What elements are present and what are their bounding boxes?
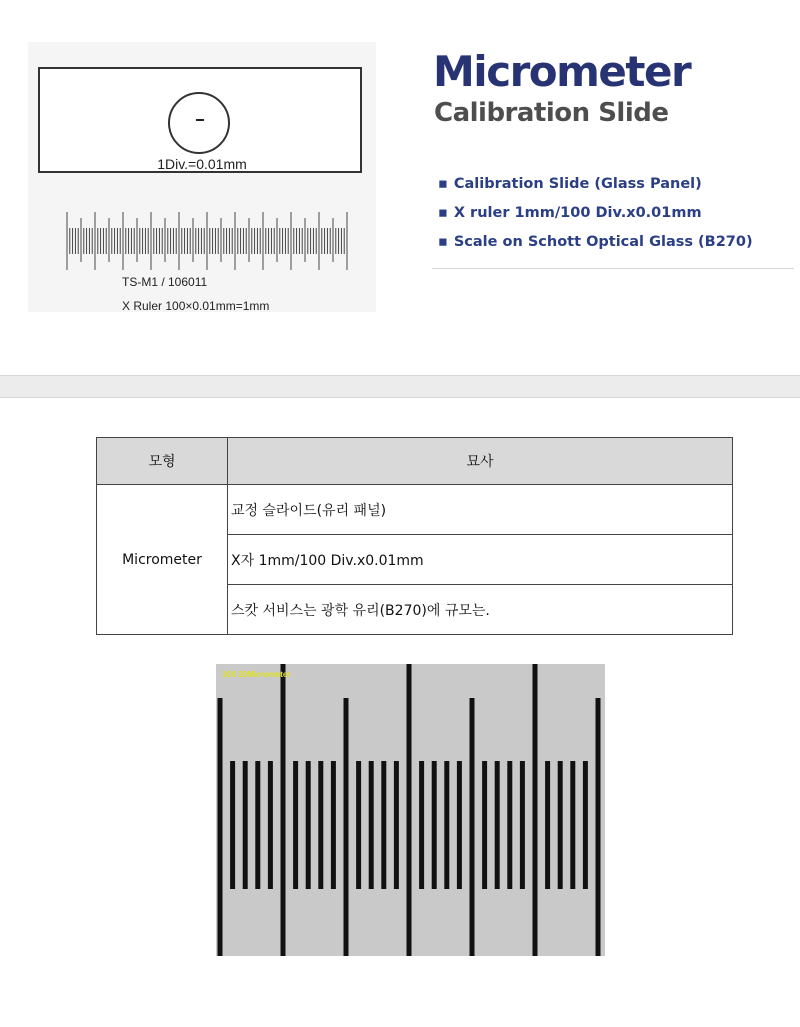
micrometer-scale-image: [216, 664, 605, 956]
column-header-description: 묘사: [228, 438, 733, 485]
feature-item: [438, 170, 753, 199]
feature-text: Scale on Schott Optical Glass (B270): [453, 234, 753, 250]
description-cell: 교정 슬라이드(유리 패널): [228, 485, 733, 535]
x-ruler-illustration: [64, 210, 350, 272]
feature-divider: [432, 268, 794, 269]
bullet-icon: ▪: [438, 205, 448, 221]
feature-text: X ruler 1mm/100 Div.x0.01mm: [453, 205, 702, 221]
product-subtitle: Calibration Slide: [434, 98, 669, 128]
column-header-model: 모형: [97, 438, 228, 485]
circle-scale-mark: [196, 119, 204, 121]
section-divider: [0, 375, 800, 398]
slide-circle-icon: [168, 92, 230, 154]
calibration-slide-illustration: [28, 42, 376, 312]
ruler-caption: X Ruler 100×0.01mm=1mm: [122, 299, 270, 313]
slide-model-number: TS-M1 / 106011: [122, 275, 208, 289]
table-header-row: [97, 438, 733, 485]
feature-list: [438, 170, 753, 257]
feature-item: [438, 228, 753, 257]
glass-slide-outline: [38, 67, 362, 173]
division-label: 1Div.=0.01mm: [157, 156, 247, 172]
spec-table: [96, 437, 733, 635]
description-cell: 스캇 서비스는 광학 유리(B270)에 규모는.: [228, 585, 733, 635]
feature-item: [438, 199, 753, 228]
feature-text: Calibration Slide (Glass Panel): [453, 176, 702, 192]
description-cell: X자 1mm/100 Div.x0.01mm: [228, 535, 733, 585]
bullet-icon: ▪: [438, 176, 448, 192]
product-title: Micrometer: [433, 47, 691, 96]
magnification-label: 10X 20Micrometer: [222, 670, 291, 679]
table-row: [97, 485, 733, 535]
bullet-icon: ▪: [438, 234, 448, 250]
model-cell: Micrometer: [97, 485, 228, 635]
microscope-view-photo: [216, 664, 605, 956]
product-banner: [0, 0, 800, 375]
